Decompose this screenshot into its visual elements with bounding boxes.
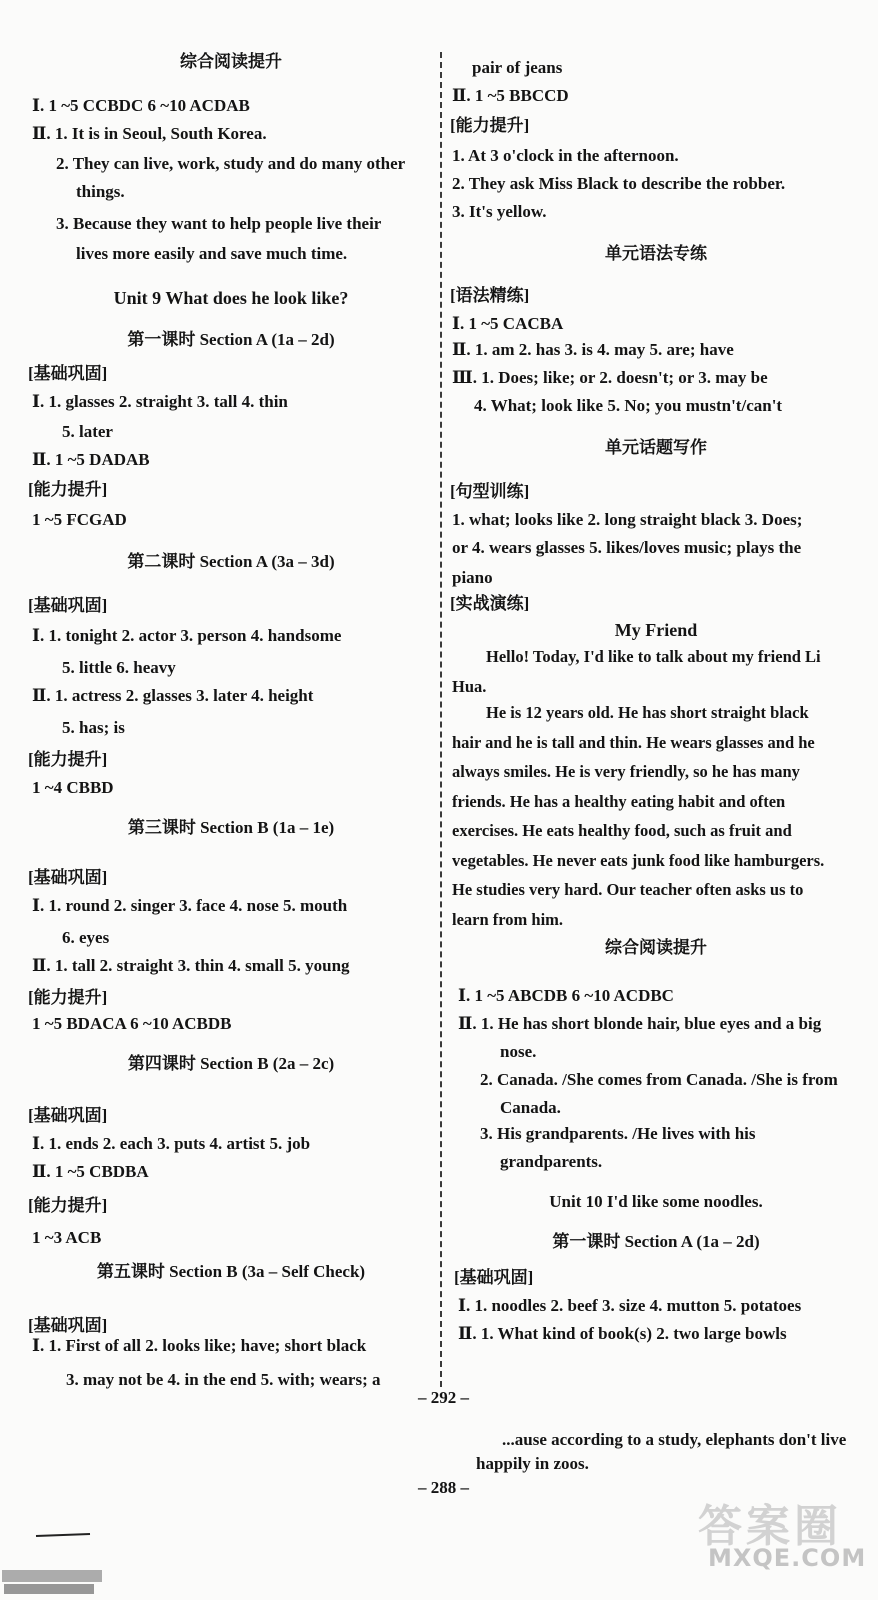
watermark-url: MXQE.COM bbox=[708, 1544, 867, 1572]
scan-artifact bbox=[0, 1530, 110, 1600]
answer-line: Ⅰ. 1 ~5 CACBA bbox=[452, 314, 564, 333]
section-heading: 单元话题写作 bbox=[605, 438, 707, 457]
lesson-heading: 第三课时 Section B (1a – 1e) bbox=[127, 818, 335, 837]
answer-line: 1. what; looks like 2. long straight black 3. Does; bbox=[452, 510, 803, 529]
answer-line: things. bbox=[76, 182, 125, 201]
essay-title: My Friend bbox=[614, 620, 698, 640]
essay-paragraph: Hello! Today, I'd like to talk about my friend Li Hua. bbox=[452, 647, 821, 696]
watermark-logo bbox=[690, 1490, 867, 1590]
section-heading: 单元语法专练 bbox=[605, 244, 707, 263]
page-number-under: – 288 – bbox=[418, 1478, 469, 1497]
answer-line: 2. They can live, work, study and do many other bbox=[56, 154, 406, 173]
answer-line: 2. Canada. /She comes from Canada. /She is from bbox=[480, 1070, 838, 1089]
answer-line: nose. bbox=[500, 1042, 537, 1061]
essay-paragraph: He is 12 years old. He has short straight black hair and he is tall and thin. He wears glasses and he always smiles. He is very friendly, so he has many friends. He has a healthy eating habit and often exercises. He eats healthy food, such as fruit and vegetables. He never eats junk food like hamburgers. He studies very hard. Our teacher often asks us to learn from him. bbox=[452, 703, 825, 929]
section-tag: [语法精练] bbox=[450, 286, 530, 305]
answer-line: 3. Because they want to help people live their bbox=[56, 214, 382, 233]
answer-line: Ⅱ. 1. It is in Seoul, South Korea. bbox=[32, 124, 267, 143]
answer-line: 1 ~5 FCGAD bbox=[32, 510, 127, 529]
section-tag: [能力提升] bbox=[450, 116, 530, 135]
section-tag: [基础巩固] bbox=[28, 1106, 108, 1125]
answer-line: Ⅰ. 1. tonight 2. actor 3. person 4. handsome bbox=[32, 626, 342, 645]
answer-line: Ⅱ. 1. tall 2. straight 3. thin 4. small 5. young bbox=[32, 956, 350, 975]
section-tag: [基础巩固] bbox=[28, 364, 108, 383]
answer-line: piano bbox=[452, 568, 493, 587]
lesson-heading: 第二课时 Section A (3a – 3d) bbox=[127, 552, 335, 571]
answer-line: 2. They ask Miss Black to describe the robber. bbox=[452, 174, 786, 193]
lesson-heading: 第五课时 Section B (3a – Self Check) bbox=[96, 1262, 366, 1281]
section-heading: 综合阅读提升 bbox=[605, 938, 707, 957]
answer-line: Canada. bbox=[500, 1098, 561, 1117]
answer-line: Ⅰ. 1 ~5 ABCDB 6 ~10 ACDBC bbox=[458, 986, 674, 1005]
section-tag: [句型训练] bbox=[450, 482, 530, 501]
answer-line: 1 ~5 BDACA 6 ~10 ACBDB bbox=[32, 1014, 232, 1033]
answer-line: or 4. wears glasses 5. likes/loves music; plays the bbox=[452, 538, 802, 557]
answer-line: 1. At 3 o'clock in the afternoon. bbox=[452, 146, 679, 165]
watermark-text: 答案圈 bbox=[698, 1501, 842, 1552]
answer-line: pair of jeans bbox=[472, 58, 563, 77]
page-number: – 292 – bbox=[418, 1388, 469, 1407]
section-tag: [能力提升] bbox=[28, 988, 108, 1007]
bleed-line: ...ause according to a study, elephants don't live bbox=[502, 1430, 847, 1449]
answer-line: 5. later bbox=[62, 422, 113, 441]
bleed-line: happily in zoos. bbox=[476, 1454, 589, 1473]
answer-line: 4. What; look like 5. No; you mustn't/can't bbox=[474, 396, 783, 415]
answer-line: 6. eyes bbox=[62, 928, 110, 947]
section-tag: [基础巩固] bbox=[28, 596, 108, 615]
answer-line: Ⅱ. 1. He has short blonde hair, blue eyes and a big bbox=[458, 1014, 822, 1033]
lesson-heading: 第四课时 Section B (2a – 2c) bbox=[127, 1054, 335, 1073]
answer-line: grandparents. bbox=[500, 1152, 603, 1171]
answer-line: 5. has; is bbox=[62, 718, 125, 737]
section-tag: [能力提升] bbox=[28, 1196, 108, 1215]
answer-line: Ⅲ. 1. Does; like; or 2. doesn't; or 3. may be bbox=[452, 368, 768, 387]
answer-line: 3. It's yellow. bbox=[452, 202, 547, 221]
lesson-heading: 第一课时 Section A (1a – 2d) bbox=[127, 330, 335, 349]
answer-line: Ⅱ. 1. am 2. has 3. is 4. may 5. are; have bbox=[452, 340, 734, 359]
section-tag: [基础巩固] bbox=[454, 1268, 534, 1287]
answer-line: Ⅱ. 1 ~5 CBDBA bbox=[32, 1162, 149, 1181]
bleed-through-text bbox=[440, 1428, 870, 1476]
answer-line: Ⅱ. 1 ~5 BBCCD bbox=[452, 86, 569, 105]
answer-line: Ⅰ. 1. noodles 2. beef 3. size 4. mutton 5. potatoes bbox=[458, 1296, 802, 1315]
answer-line: Ⅰ. 1. ends 2. each 3. puts 4. artist 5. job bbox=[32, 1134, 311, 1153]
section-tag: [基础巩固] bbox=[28, 868, 108, 887]
section-tag: [实战演练] bbox=[450, 594, 530, 613]
answer-line: 3. His grandparents. /He lives with his bbox=[480, 1124, 756, 1143]
unit-title: Unit 9 What does he look like? bbox=[113, 288, 349, 308]
answer-line: Ⅰ. 1. round 2. singer 3. face 4. nose 5. mouth bbox=[32, 896, 348, 915]
answer-line: Ⅱ. 1 ~5 DADAB bbox=[32, 450, 150, 469]
unit-title: Unit 10 I'd like some noodles. bbox=[549, 1192, 763, 1211]
answer-line: Ⅰ. 1. glasses 2. straight 3. tall 4. thin bbox=[32, 392, 288, 411]
answer-line: Ⅰ. 1 ~5 CCBDC 6 ~10 ACDAB bbox=[32, 96, 250, 115]
answer-line: 3. may not be 4. in the end 5. with; wears; a bbox=[66, 1370, 381, 1389]
answer-line: 1 ~4 CBBD bbox=[32, 778, 114, 797]
section-tag: [基础巩固] bbox=[28, 1316, 108, 1335]
answer-line: Ⅰ. 1. First of all 2. looks like; have; short black bbox=[32, 1336, 367, 1355]
answer-line: lives more easily and save much time. bbox=[76, 244, 348, 263]
section-tag: [能力提升] bbox=[28, 480, 108, 499]
answer-line: Ⅱ. 1. What kind of book(s) 2. two large bowls bbox=[458, 1324, 787, 1343]
section-heading: 综合阅读提升 bbox=[180, 52, 282, 71]
lesson-heading: 第一课时 Section A (1a – 2d) bbox=[552, 1232, 760, 1251]
answer-line: Ⅱ. 1. actress 2. glasses 3. later 4. height bbox=[32, 686, 314, 705]
answer-line: 5. little 6. heavy bbox=[62, 658, 176, 677]
section-tag: [能力提升] bbox=[28, 750, 108, 769]
answer-line: 1 ~3 ACB bbox=[32, 1228, 102, 1247]
column-divider bbox=[440, 52, 442, 1387]
